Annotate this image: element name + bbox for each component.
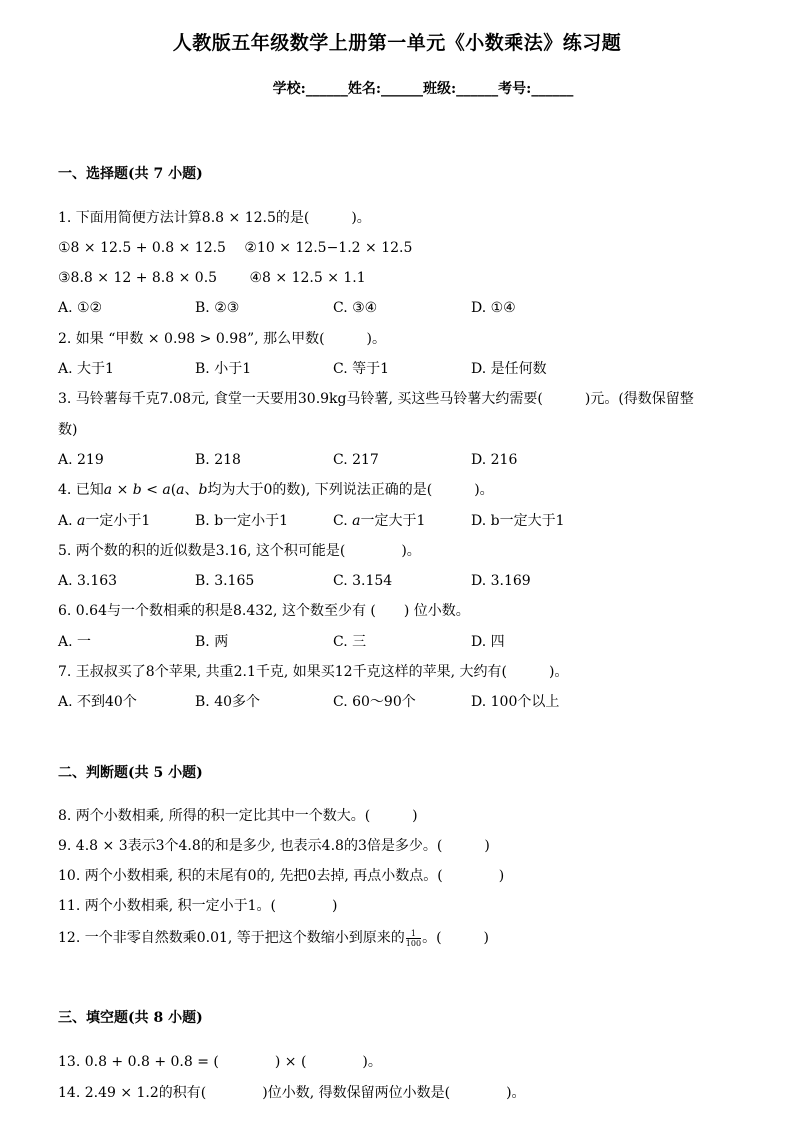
option-d[interactable]: D. 四	[471, 634, 505, 650]
option-a[interactable]: A. 一	[58, 634, 92, 650]
fraction	[406, 929, 421, 948]
option-a[interactable]: A. 𝑎一定小于1	[58, 513, 151, 529]
question-1-line-3: ③8.8 × 12 + 8.8 × 0.5 ④8 × 12.5 × 1.1	[58, 270, 366, 286]
option-a[interactable]: A. 大于1	[58, 361, 114, 377]
option-b[interactable]: B. ②③	[195, 300, 240, 316]
option-c[interactable]: C. 217	[333, 452, 379, 468]
question-1-stem: 1. 下面用简便方法计算8.8 × 12.5的是( )。	[58, 210, 371, 226]
option-c[interactable]: C. 60～90个	[333, 694, 416, 710]
question-4-stem: 4. 已知𝑎 × 𝑏 < 𝑎(𝑎、𝑏均为大于0的数), 下列说法正确的是( )。	[58, 482, 494, 498]
section-heading-choice: 一、选择题(共 7 小题)	[58, 166, 203, 182]
option-b[interactable]: B. 218	[195, 452, 241, 468]
option-c[interactable]: C. 𝑎一定大于1	[333, 513, 426, 529]
option-c[interactable]: C. 等于1	[333, 361, 390, 377]
fraction-denominator: 100	[405, 938, 422, 948]
option-a[interactable]: A. 不到40个	[58, 694, 137, 710]
question-12	[58, 928, 489, 948]
option-d[interactable]: D. 3.169	[471, 573, 531, 589]
section-heading-judge: 二、判断题(共 5 小题)	[58, 765, 203, 781]
question-11: 11. 两个小数相乘, 积一定小于1。( )	[58, 898, 338, 914]
option-d[interactable]: D. ①④	[471, 300, 516, 316]
option-b[interactable]: B. 3.165	[195, 573, 255, 589]
question-14: 14. 2.49 × 1.2的积有( )位小数, 得数保留两位小数是( )。	[58, 1085, 526, 1101]
fraction-numerator: 1	[406, 929, 421, 939]
question-2-stem: 2. 如果 “甲数 × 0.98 > 0.98”, 那么甲数( )。	[58, 331, 387, 347]
question-7-stem: 7. 王叔叔买了8个苹果, 共重2.1千克, 如果买12千克这样的苹果, 大约有( )。	[58, 664, 569, 680]
question-13: 13. 0.8 + 0.8 + 0.8 = ( ) × ( )。	[58, 1054, 382, 1070]
option-d[interactable]: D. 100个以上	[471, 694, 560, 710]
question-12-tail: 。( )	[422, 930, 490, 946]
option-d[interactable]: D. 216	[471, 452, 518, 468]
option-a[interactable]: A. 219	[58, 452, 104, 468]
option-c[interactable]: C. 三	[333, 634, 367, 650]
option-d[interactable]: D. b一定大于1	[471, 513, 565, 529]
option-d[interactable]: D. 是任何数	[471, 361, 547, 377]
option-c[interactable]: C. ③④	[333, 300, 378, 316]
section-heading-fill: 三、填空题(共 8 小题)	[58, 1010, 203, 1026]
question-5-stem: 5. 两个数的积的近似数是3.16, 这个积可能是( )。	[58, 543, 421, 559]
page-title: 人教版五年级数学上册第一单元《小数乘法》练习题	[172, 32, 622, 54]
question-10: 10. 两个小数相乘, 积的末尾有0的, 先把0去掉, 再点小数点。( )	[58, 868, 505, 884]
option-a[interactable]: A. 3.163	[58, 573, 118, 589]
student-info-line: 学校:______姓名:______班级:______考号:______	[272, 81, 574, 97]
question-3-stem-continued: 数)	[58, 422, 78, 438]
option-b[interactable]: B. 小于1	[195, 361, 252, 377]
question-1-line-2: ①8 × 12.5 + 0.8 × 12.5 ②10 × 12.5−1.2 × 12.5	[58, 240, 413, 256]
option-b[interactable]: B. b一定小于1	[195, 513, 289, 529]
option-a[interactable]: A. ①②	[58, 300, 103, 316]
question-3-stem: 3. 马铃薯每千克7.08元, 食堂一天要用30.9kg马铃薯, 买这些马铃薯大约需要( )元。(得数保留整	[58, 391, 694, 407]
option-b[interactable]: B. 两	[195, 634, 229, 650]
question-6-stem: 6. 0.64与一个数相乘的积是8.432, 这个数至少有 ( ) 位小数。	[58, 603, 470, 619]
question-8: 8. 两个小数相乘, 所得的积一定比其中一个数大。( )	[58, 808, 418, 824]
option-b[interactable]: B. 40多个	[195, 694, 261, 710]
question-12-text: 12. 一个非零自然数乘0.01, 等于把这个数缩小到原来的	[58, 930, 405, 946]
option-c[interactable]: C. 3.154	[333, 573, 393, 589]
question-9: 9. 4.8 × 3表示3个4.8的和是多少, 也表示4.8的3倍是多少。( )	[58, 838, 490, 854]
